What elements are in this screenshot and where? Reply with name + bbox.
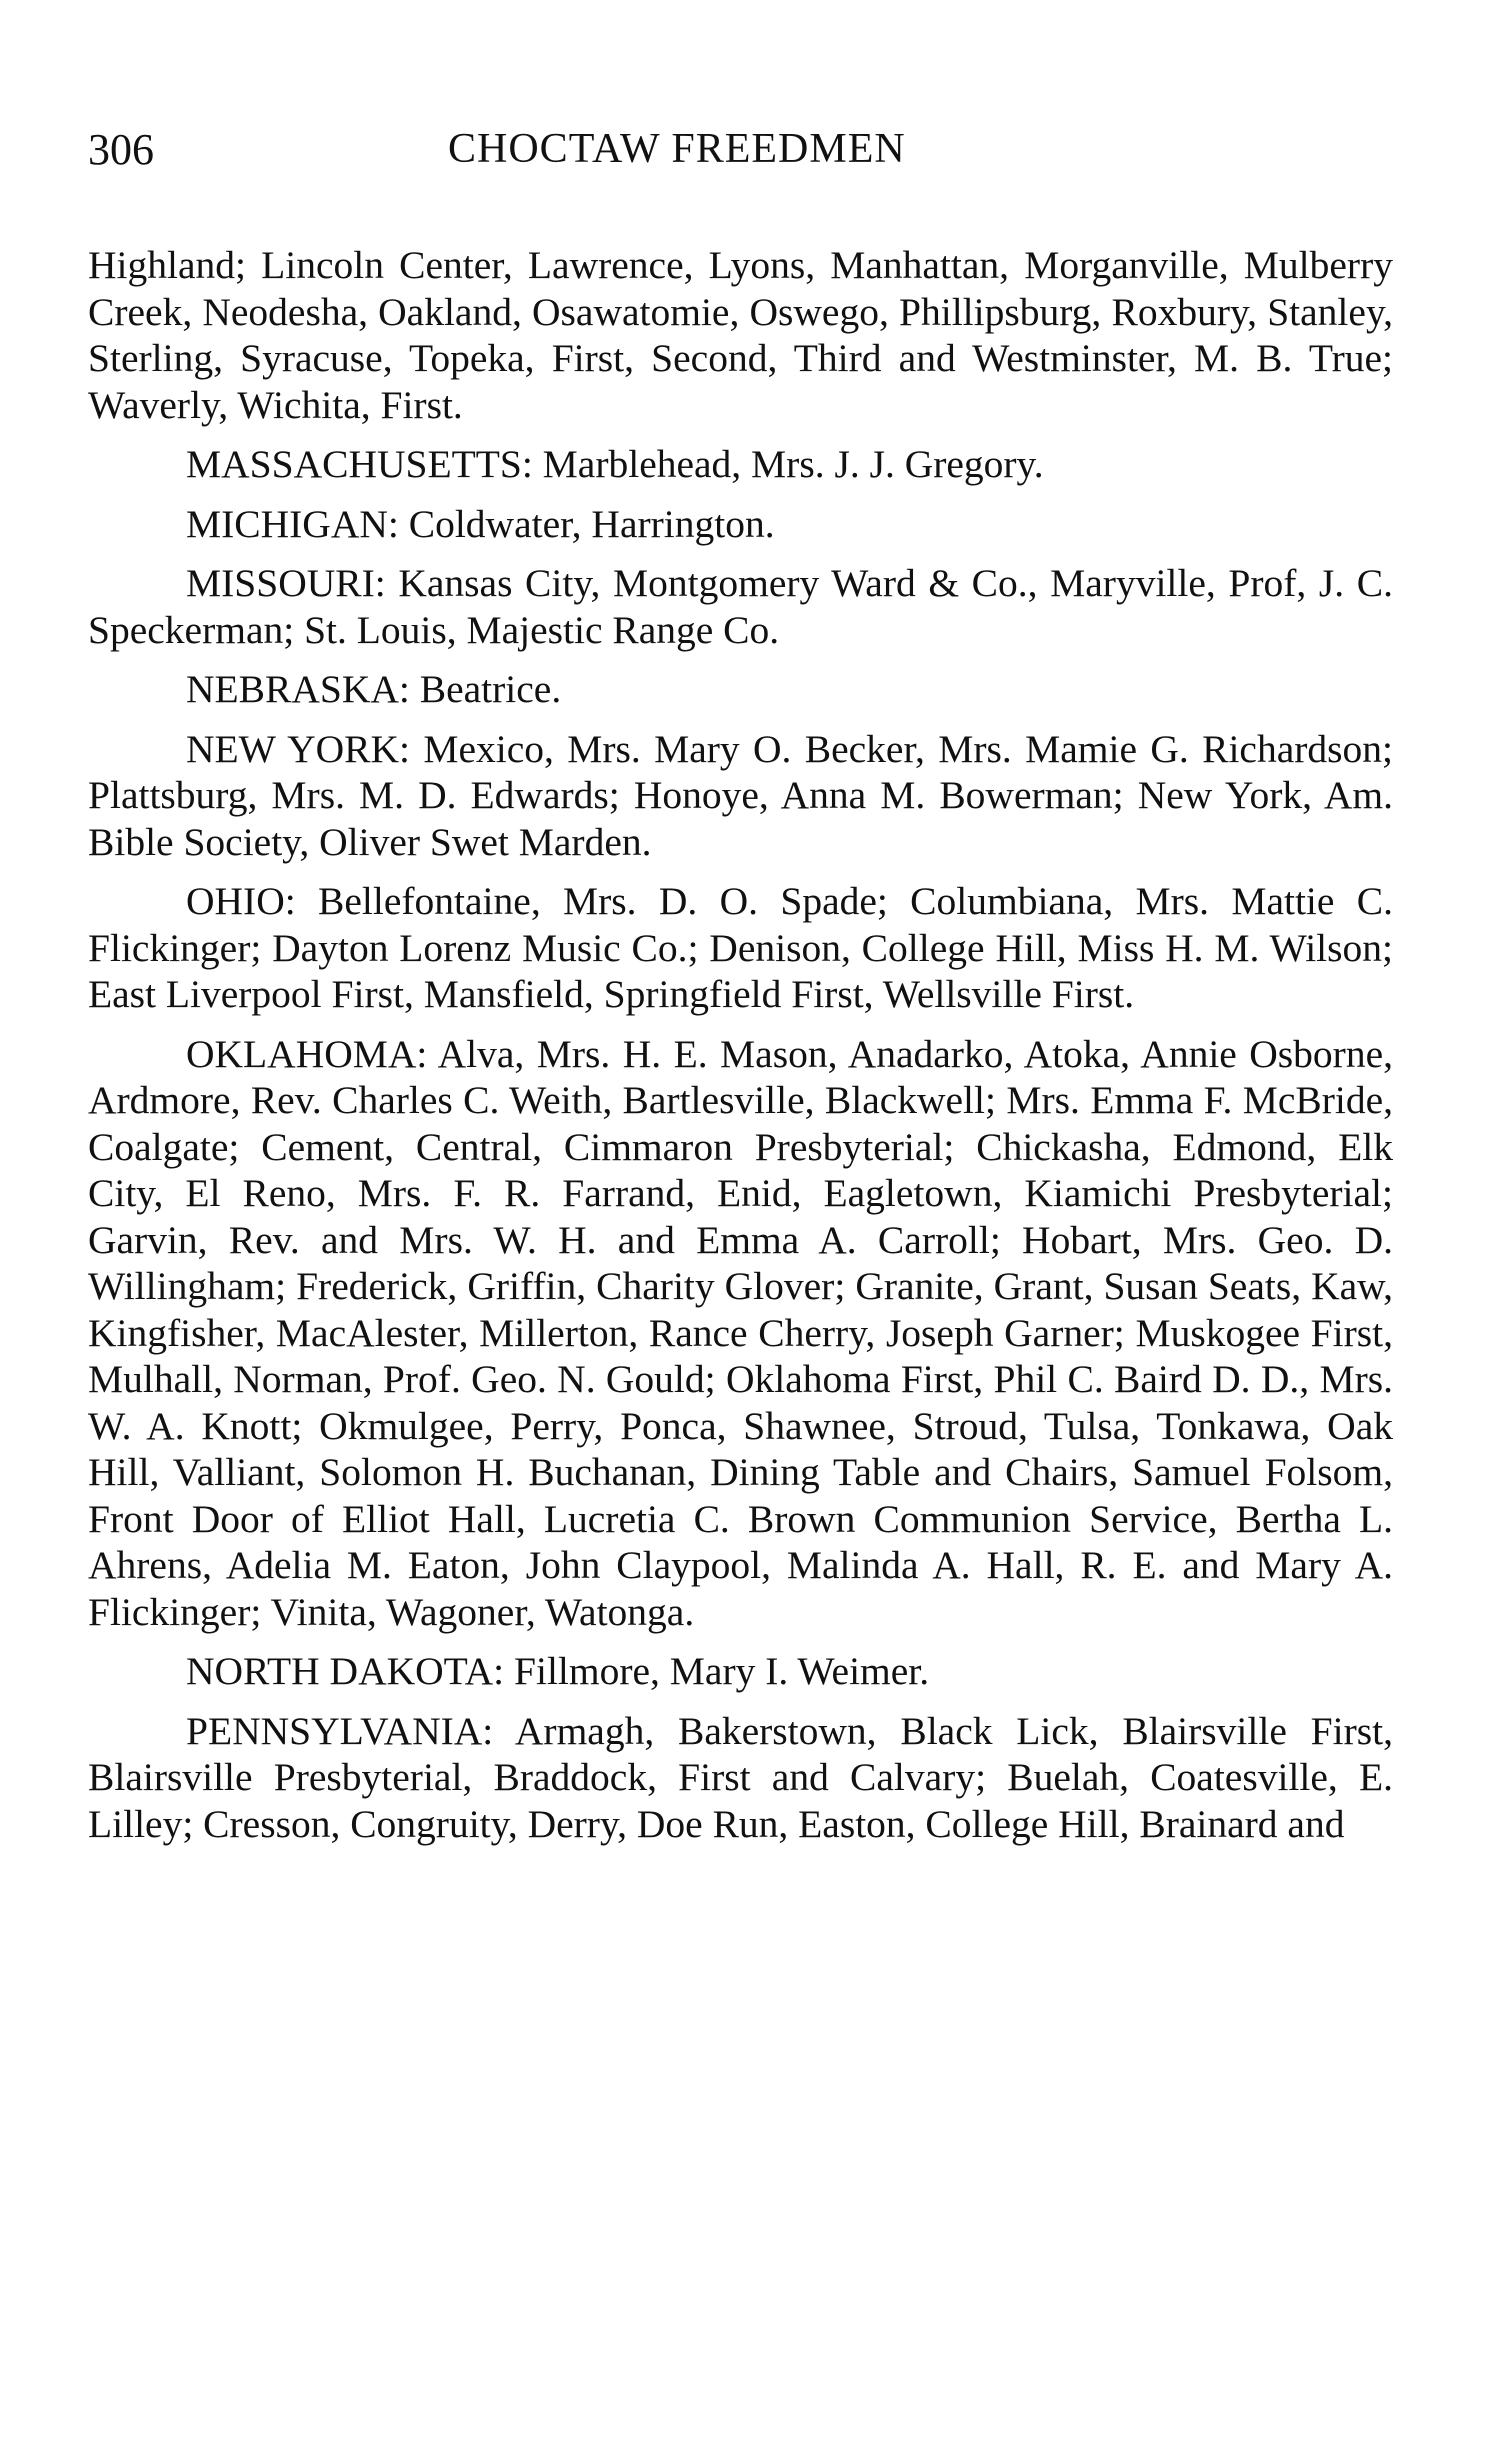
page-number: 306 [88, 125, 154, 174]
north-dakota-paragraph: NORTH DAKOTA: Fillmore, Mary I. Weimer. [186, 1649, 930, 1693]
page-body [88, 242, 1393, 1860]
new-york-paragraph: NEW YORK: Mexico, Mrs. Mary O. Becker, Mrs. Mamie G. Richardson; Plattsburg, Mrs. M. D. Edwards; Honoye, Anna M. Bowerman; New York, Am. Bible Society, Oliver Swet Marden. [88, 726, 1393, 864]
page-header [88, 125, 1408, 188]
massachusetts-paragraph: MASSACHUSETTS: Marblehead, Mrs. J. J. Gregory. [186, 442, 1044, 486]
kansas-continuation-paragraph: Highland; Lincoln Center, Lawrence, Lyons, Manhattan, Morganville, Mulberry Creek, Neodesha, Oakland, Osawatomie, Oswego, Phillipsburg, Roxbury, Stanley, Sterling, Syracuse, Topeka, First, Second, Third and Westminster, M. B. True; Waverly, Wichita, First. [88, 243, 1393, 427]
ohio-paragraph: OHIO: Bellefontaine, Mrs. D. O. Spade; Columbiana, Mrs. Mattie C. Flickinger; Dayton Lorenz Music Co.; Denison, College Hill, Miss H. M. Wilson; East Liverpool First, Mansfield, Springfield First, Wellsville First. [88, 879, 1393, 1016]
michigan-paragraph: MICHIGAN: Coldwater, Harrington. [186, 501, 775, 546]
oklahoma-paragraph: OKLAHOMA: Alva, Mrs. H. E. Mason, Anadarko, Atoka, Annie Osborne, Ardmore, Rev. Charles C. Weith, Bartlesville, Blackwell; Mrs. Emma F. McBride, Coalgate; Cement, Central, Cimmaron Presbyterial; Chickasha, Edmond, Elk City, El Reno, Mrs. F. R. Farrand, Enid, Eagletown, Kiamichi Presbyterial; Garvin, Rev. and Mrs. W. H. and Emma A. Carroll; Hobart, Mrs. Geo. D. Willingham; Frederick, Griffin, Charity Glover; Granite, Grant, Susan Seats, Kaw, Kingfisher, MacAlester, Millerton, Rance Cherry, Joseph Garner; Muskogee First, Mulhall, Norman, Prof. Geo. N. Gould; Oklahoma First, Phil C. Baird D. D., Mrs. W. A. Knott; Okmulgee, Perry, Ponca, Shawnee, Stroud, Tulsa, Tonkawa, Oak Hill, Valliant, Solomon H. Buchanan, Dining Table and Chairs, Samuel Folsom, Front Door of Elliot Hall, Lucretia C. Brown Communion Service, Bertha L. Ahrens, Adelia M. Eaton, John Claypool, Malinda A. Hall, R. E. and Mary A. Flickinger; Vinita, Wagoner, Watonga. [88, 1031, 1393, 1634]
missouri-paragraph: MISSOURI: Kansas City, Montgomery Ward & Co., Maryville, Prof, J. C. Speckerman; St. Louis, Majestic Range Co. [88, 561, 1393, 652]
nebraska-paragraph: NEBRASKA: Beatrice. [186, 667, 562, 711]
running-title: CHOCTAW FREEDMEN [448, 126, 906, 172]
pennsylvania-paragraph: PENNSYLVANIA: Armagh, Bakerstown, Black Lick, Blairsville First, Blairsville Presbyterial, Braddock, First and Calvary; Buelah, Coatesville, E. Lilley; Cresson, Congruity, Derry, Doe Run, Easton, College Hill, Brainard and [88, 1708, 1393, 1846]
